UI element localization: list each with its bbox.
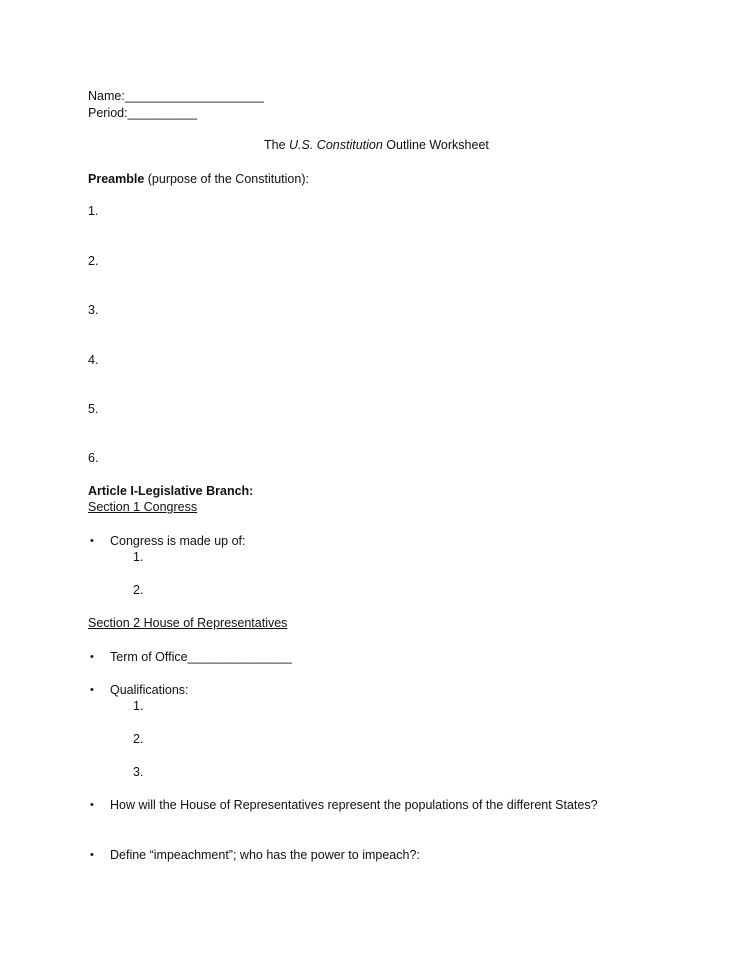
- preamble-item-6: 6.: [88, 451, 99, 465]
- qualification-item-2: 2.: [133, 732, 144, 746]
- title-italic: U.S. Constitution: [289, 138, 383, 152]
- congress-item-2: 2.: [133, 583, 144, 597]
- section2-heading: Section 2 House of Representatives: [88, 616, 288, 630]
- qualification-item-3: 3.: [133, 765, 144, 779]
- preamble-description: (purpose of the Constitution):: [144, 172, 309, 186]
- preamble-heading: Preamble: [88, 172, 145, 186]
- congress-bullet: Congress is made up of:: [110, 534, 246, 548]
- name-field[interactable]: Name:____________________: [88, 89, 264, 103]
- bullet-icon: •: [90, 849, 94, 861]
- bullet-icon: •: [90, 684, 94, 696]
- representation-question: How will the House of Representatives represent the populations of the different States?: [110, 798, 598, 812]
- preamble-heading-line: [88, 171, 309, 187]
- period-field[interactable]: Period:__________: [88, 106, 198, 120]
- preamble-item-5: 5.: [88, 402, 99, 416]
- bullet-icon: •: [90, 535, 94, 547]
- term-of-office-field[interactable]: Term of Office_______________: [110, 650, 292, 664]
- preamble-item-2: 2.: [88, 254, 99, 268]
- qualifications-bullet: Qualifications:: [110, 683, 189, 697]
- preamble-item-1: 1.: [88, 204, 99, 218]
- impeachment-question: Define “impeachment”; who has the power to impeach?:: [110, 848, 420, 862]
- bullet-icon: •: [90, 651, 94, 663]
- preamble-item-3: 3.: [88, 303, 99, 317]
- article1-heading: Article I-Legislative Branch:: [88, 484, 254, 498]
- qualification-item-1: 1.: [133, 699, 144, 713]
- section1-heading: Section 1 Congress: [88, 500, 198, 514]
- page-title: [264, 137, 489, 153]
- congress-item-1: 1.: [133, 550, 144, 564]
- title-prefix: The: [264, 138, 290, 152]
- preamble-item-4: 4.: [88, 353, 99, 367]
- title-suffix: Outline Worksheet: [382, 138, 489, 152]
- bullet-icon: •: [90, 799, 94, 811]
